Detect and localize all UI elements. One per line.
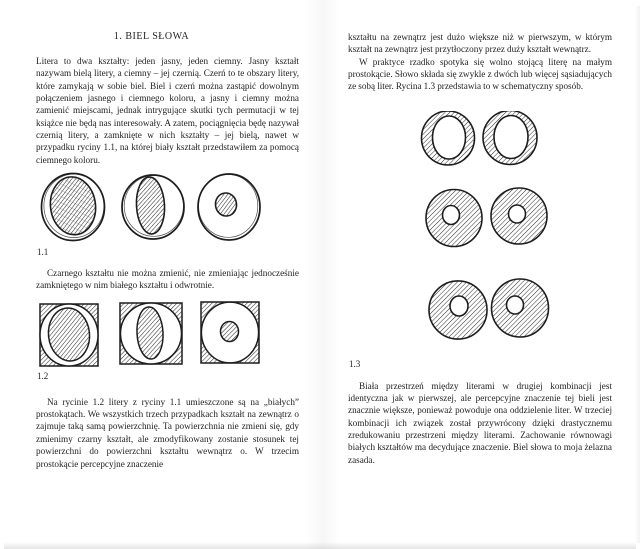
drawn-o-small-counter [198,174,260,240]
square-o-large-counter [40,304,98,366]
oo-pair-thin-strokes [422,111,538,165]
chapter-title: 1. BIEL SŁOWA [113,31,190,42]
page-right [348,31,612,466]
drawn-o-large-counter [42,174,105,241]
paragraph-letter-shapes: Litera to dwa kształty: jeden jasny, jeden ciemny. Jasny kształt nazywam bielą litery, a ciemny – jej czernią. Czerń to te obszary litery, które zamykają w sobie biel. Biel i czerń można zastąpić dowolnym połączeniem jasnego i ciemnego koloru, a jasny i ciemny można zamienić miejscami, jednak intrygujące skutki tych permutacji w tej książce nie będą nas interesowały. A zatem, pociągnięcia będę nazywał czernią litery, a zamknięte w nich kształty – jej bielą, nawet w przypadku ryciny 1.1, na której biały kształt przedstawiłem za pomocą ciemnego koloru. [36,56,299,165]
page-edge-shadow [4,542,636,549]
paragraph-word-practice: W praktyce rzadko spotyka się wolno stojącą literę na małym prostokącie. Słowo składa się zwykle z dwóch lub więcej sąsiadujących ze sobą liter. Rycina 1.3 przedstawia to w schematyczny sposób. [348,56,612,92]
paragraph-black-white-link: Czarnego kształtu nie można zmienić, nie zmieniając jednocześnie zamkniętego w nim białego kształtu i odwrotnie. [36,268,299,291]
paragraph-continued: kształtu na zewnątrz jest dużo większe niż w pierwszym, w którym kształt na zewnątrz jest przytłoczony przez duży kształt wewnątrz. [348,32,612,55]
square-o-medium-counter [120,303,182,364]
figure-1-2-caption: 1.2 [37,370,49,381]
figure-1-1-drawing [36,171,299,245]
square-o-small-counter [201,302,259,363]
oo-pair-thick-strokes-normal-spacing [426,188,547,247]
page-edge-shadow-right [635,6,640,543]
page-left [36,31,299,470]
figure-1-1 [36,171,299,245]
figure-1-2-drawing [36,299,299,369]
drawn-o-medium-counter [122,175,184,239]
figure-1-2 [36,299,299,369]
oo-pair-thick-strokes-tight-spacing [429,279,549,339]
figure-1-1-caption: 1.1 [37,247,49,258]
figure-1-3-caption: 1.3 [349,358,361,369]
paragraph-white-space-rule: Biała przestrzeń między literami w drugiej kombinacji jest identyczna jak w pierwszej, ale percepcyjne znaczenie tej bieli jest znacznie większe, ponieważ powoduje ona oddzielenie liter. W trzeciej kombinacji ich związek został przywrócony dzięki drastycznemu zredukowaniu przestrzeni między literami. Zachowanie równowagi białych kształtów ma decydujące znaczenie. Biel słowa to moja żelazna zasada. [348,380,612,465]
page-gutter-shadow [305,0,341,549]
figure-1-3-drawing [348,111,612,343]
figure-1-3 [348,111,612,343]
paragraph-white-rectangles: Na rycinie 1.2 litery z ryciny 1.1 umieszczone są na „białych” prostokątach. We wszystkich trzech przypadkach kształt na zewnątrz o zajmuje taką samą powierzchnię. Ta powierzchnia nie zmieni się, gdy zmienimy czarny kształt, ale zmodyfikowany zostanie stosunek tej powierzchni do powierzchni kształtu wewnątrz o. W trzecim prostokącie percepcyjne znaczenie [36,396,299,469]
